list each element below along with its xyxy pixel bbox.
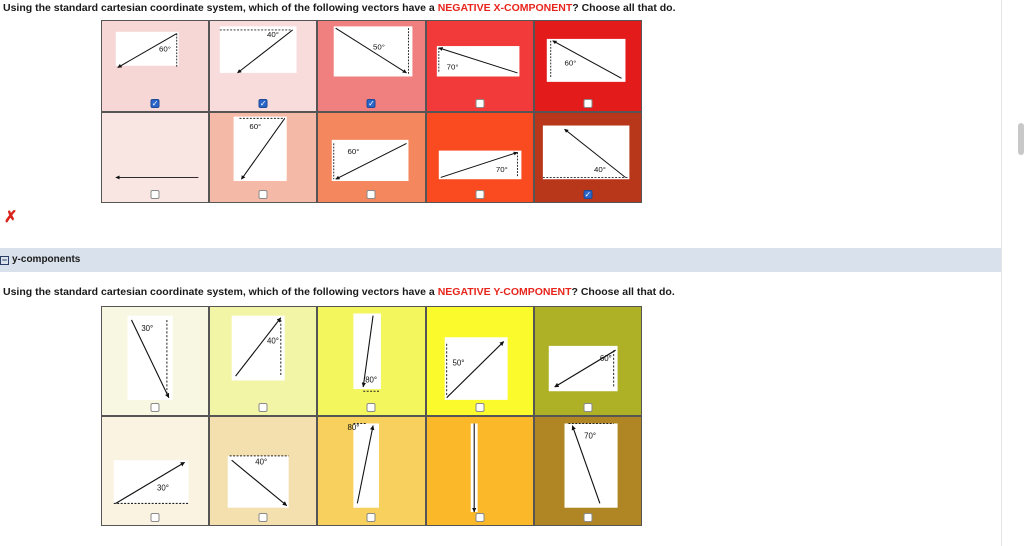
y-vector-cell (535, 417, 641, 525)
question-x-highlight: NEGATIVE X-COMPONENT (437, 2, 573, 14)
x-vector-cell (102, 21, 208, 111)
vector-diagram (535, 21, 641, 111)
scrollbar-thumb[interactable] (1018, 123, 1024, 155)
answer-checkbox[interactable] (151, 190, 160, 199)
answer-checkbox[interactable] (475, 513, 484, 522)
vector-grid-y (101, 306, 642, 526)
angle-label: 40° (593, 164, 606, 174)
answer-checkbox[interactable] (583, 99, 592, 108)
answer-checkbox[interactable] (259, 513, 268, 522)
vector-diagram (102, 21, 208, 111)
vector-diagram (318, 307, 424, 415)
answer-checkbox[interactable] (151, 403, 160, 412)
angle-label: 80° (365, 375, 378, 385)
angle-label: 50° (452, 358, 465, 368)
vector-diagram (427, 307, 533, 415)
angle-label: 70° (446, 62, 459, 72)
question-y-prefix: Using the standard cartesian coordinate system, which of the following vectors have a (3, 286, 438, 298)
x-vector-cell (102, 113, 208, 203)
vector-card (354, 423, 380, 507)
x-vector-cell (427, 113, 533, 203)
vector-diagram (535, 417, 641, 525)
angle-label: 60° (159, 44, 171, 54)
vector-diagram (210, 307, 316, 415)
y-vector-cell (318, 307, 424, 415)
angle-label: 60° (564, 59, 577, 68)
vector-diagram (102, 307, 208, 415)
angle-label: 60° (249, 121, 262, 131)
minus-box-icon[interactable]: − (1, 255, 8, 265)
cross-icon: ✗ (4, 209, 18, 226)
vector-diagram (427, 417, 533, 525)
section-title: y-components (12, 254, 81, 265)
angle-label: 60° (347, 147, 360, 156)
angle-label: 70° (495, 164, 508, 174)
y-vector-cell (102, 307, 208, 415)
question-y-highlight: NEGATIVE Y-COMPONENT (437, 286, 572, 298)
vector-diagram (535, 113, 641, 203)
x-vector-cell (318, 21, 424, 111)
x-vector-cell (535, 113, 641, 203)
question-y-suffix: ? Choose all that do. (571, 286, 675, 298)
question-x-suffix: ? Choose all that do. (572, 2, 676, 14)
answer-checkbox[interactable] (367, 190, 376, 199)
section-header (0, 248, 1001, 272)
answer-checkbox[interactable] (475, 99, 484, 108)
vector-card (436, 46, 519, 76)
vector-diagram (318, 21, 424, 111)
question-x-prefix: Using the standard cartesian coordinate system, which of the following vectors have a (3, 2, 438, 14)
answer-checkbox[interactable] (475, 403, 484, 412)
answer-checkbox[interactable] (367, 403, 376, 412)
question-y-text (3, 286, 675, 298)
angle-label: 40° (255, 457, 268, 467)
vector-diagram (102, 113, 208, 203)
vector-diagram (427, 113, 533, 203)
vector-diagram (210, 21, 316, 111)
vector-diagram (427, 21, 533, 111)
y-vector-cell (427, 307, 533, 415)
x-vector-cell (427, 21, 533, 111)
answer-checkbox[interactable] (583, 403, 592, 412)
answer-checkbox[interactable] (475, 190, 484, 199)
answer-checkbox[interactable] (259, 403, 268, 412)
answer-checkbox[interactable] (583, 513, 592, 522)
angle-label: 30° (141, 323, 154, 333)
y-vector-cell (427, 417, 533, 525)
vector-card (543, 125, 630, 179)
vector-card (547, 39, 626, 82)
angle-label: 30° (157, 483, 169, 493)
y-vector-cell (210, 417, 316, 525)
x-vector-cell (210, 21, 316, 111)
angle-label: 40° (267, 30, 280, 40)
vector-diagram (102, 417, 208, 525)
angle-label: 70° (583, 431, 596, 441)
y-vector-cell (535, 307, 641, 415)
answer-checkbox[interactable]: ✓ (151, 98, 159, 108)
vector-diagram (318, 113, 424, 203)
x-vector-cell (210, 113, 316, 203)
answer-checkbox[interactable]: ✓ (368, 98, 375, 108)
answer-checkbox[interactable] (151, 513, 160, 522)
y-vector-cell (210, 307, 316, 415)
answer-checkbox[interactable] (367, 513, 376, 522)
angle-label: 50° (373, 42, 386, 52)
angle-label: 80° (347, 422, 360, 433)
answer-checkbox[interactable]: ✓ (584, 190, 592, 199)
divider (1001, 0, 1002, 546)
vector-card (220, 26, 297, 73)
angle-label: 60° (599, 353, 612, 364)
x-vector-cell (318, 113, 424, 203)
y-vector-cell (102, 417, 208, 525)
answer-checkbox[interactable]: ✓ (259, 98, 267, 108)
vector-diagram (210, 417, 316, 525)
vector-diagram (318, 417, 424, 525)
x-vector-cell (535, 21, 641, 111)
angle-label: 40° (267, 336, 280, 346)
question-x-text (3, 2, 676, 14)
vector-diagram (535, 307, 641, 415)
answer-checkbox[interactable] (259, 190, 268, 199)
vector-grid-x (101, 20, 642, 203)
vector-diagram (210, 113, 316, 203)
y-vector-cell (318, 417, 424, 525)
